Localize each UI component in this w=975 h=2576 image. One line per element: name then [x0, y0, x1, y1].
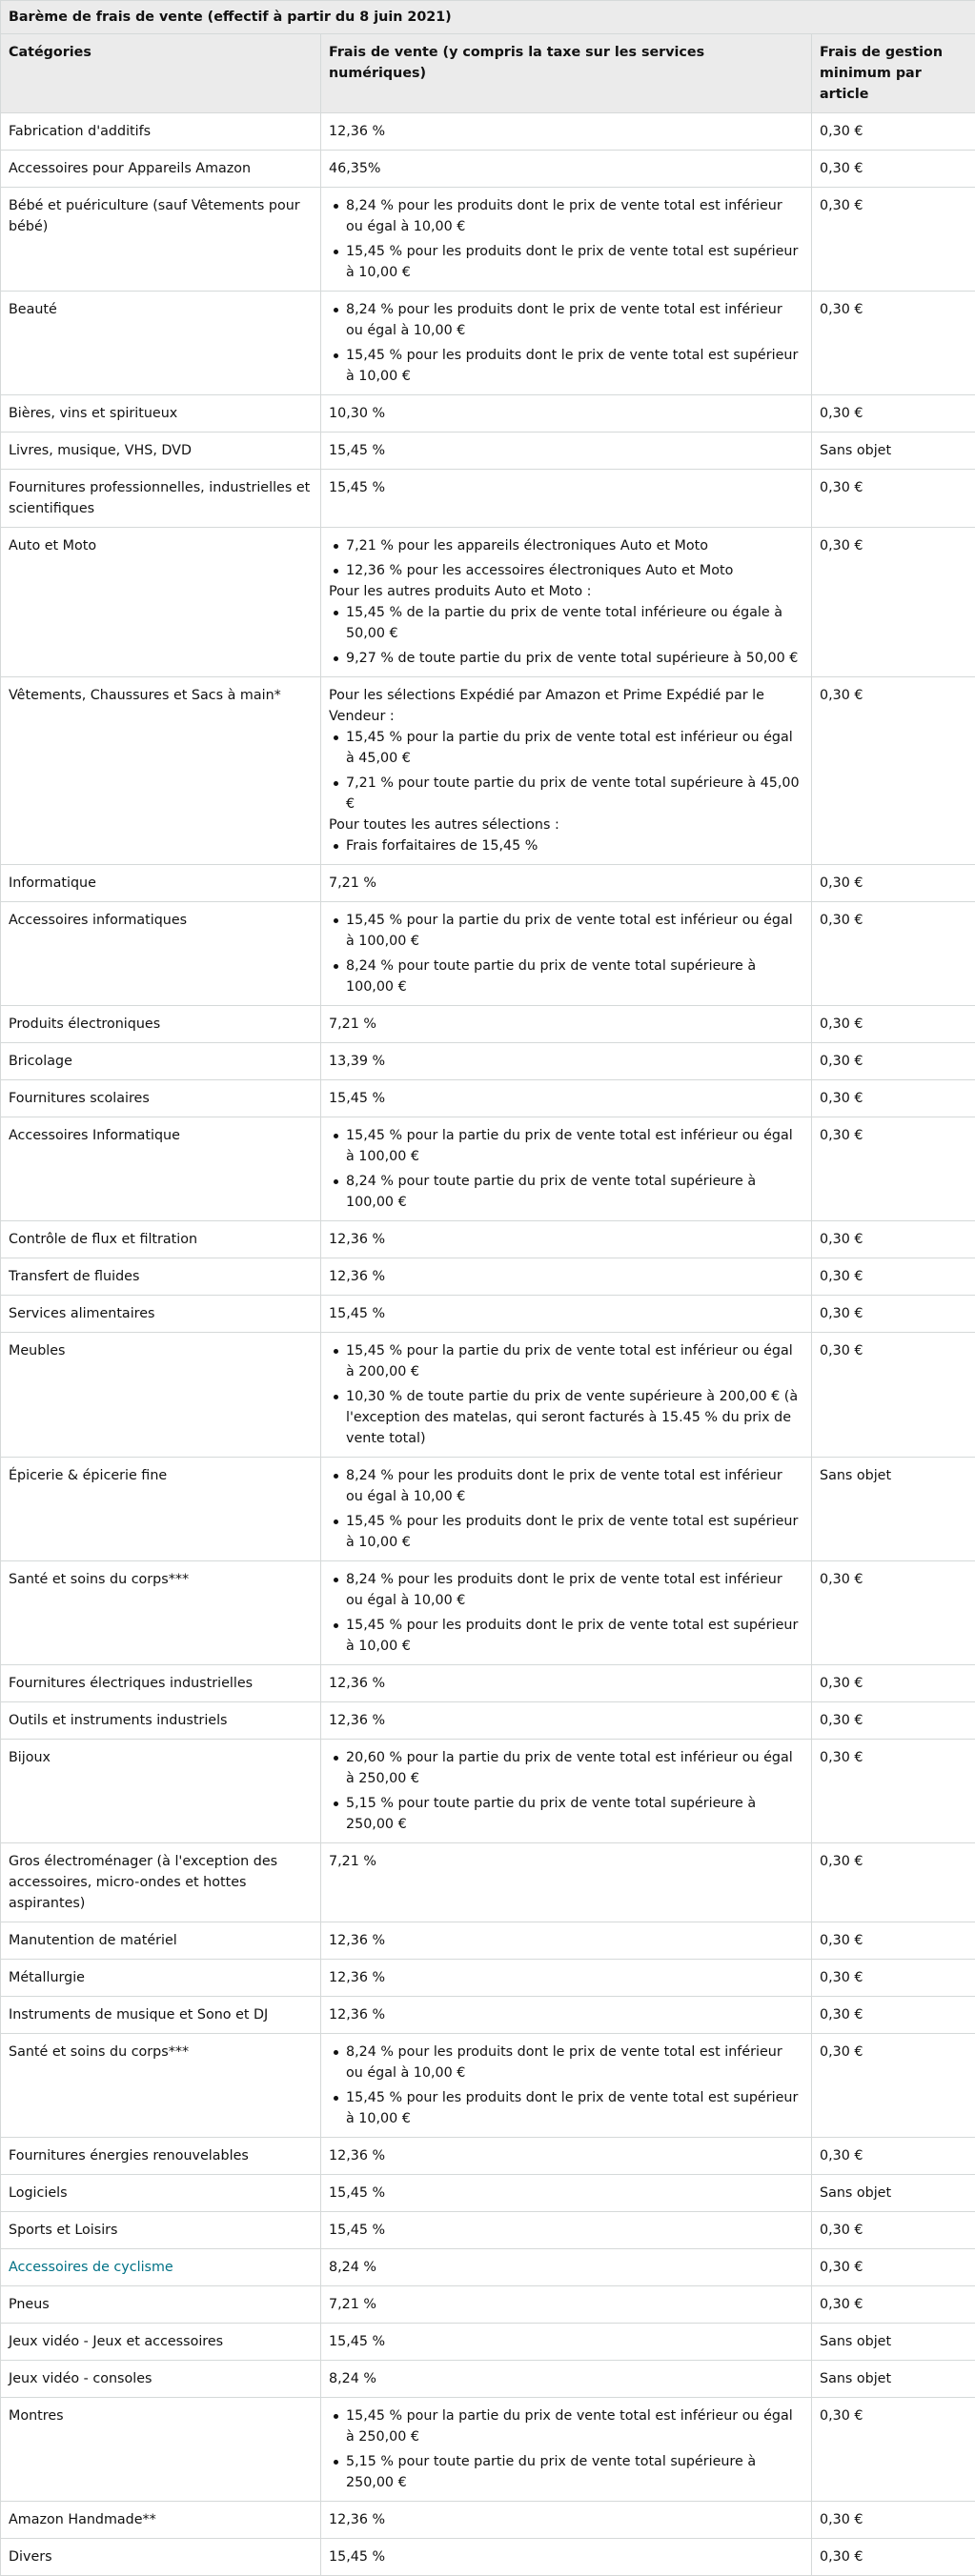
table-row	[1, 1117, 975, 1221]
fee-text: 12,36 %	[329, 2509, 803, 2530]
category-label: Jeux vidéo - consoles	[9, 2371, 152, 2386]
header-minimum-fee: Frais de gestion minimum par article	[812, 34, 975, 113]
table-row	[1, 2286, 975, 2324]
fee-list	[329, 910, 803, 997]
category-label: Épicerie & épicerie fine	[9, 1468, 167, 1483]
table-row	[1, 395, 975, 433]
table-row	[1, 2539, 975, 2576]
fee-list	[329, 299, 803, 387]
fee-text: 15,45 %	[329, 1088, 803, 1109]
category-cell	[1, 2138, 321, 2175]
fee-list-item: 5,15 % pour toute partie du prix de vente total supérieure à 250,00 €	[329, 2451, 803, 2493]
fee-cell	[321, 1960, 812, 1997]
fee-list-item: 7,21 % pour toute partie du prix de vente total supérieure à 45,00 €	[329, 773, 803, 815]
table-row	[1, 151, 975, 188]
category-cell	[1, 677, 321, 865]
minimum-fee-cell: 0,30 €	[812, 1702, 975, 1740]
fee-cell	[321, 2286, 812, 2324]
category-cell	[1, 2286, 321, 2324]
fee-cell	[321, 677, 812, 865]
category-label: Manutention de matériel	[9, 1933, 177, 1948]
table-row	[1, 188, 975, 292]
table-row	[1, 1006, 975, 1043]
fee-text: 12,36 %	[329, 1673, 803, 1694]
table-row	[1, 1221, 975, 1258]
table-row	[1, 1702, 975, 1740]
fee-list-item: 8,24 % pour les produits dont le prix de vente total est inférieur ou égal à 10,00 €	[329, 1569, 803, 1611]
minimum-fee-cell: 0,30 €	[812, 1080, 975, 1117]
minimum-fee-cell: 0,30 €	[812, 1296, 975, 1333]
fee-text: 12,36 %	[329, 1229, 803, 1250]
fee-list-item: 15,45 % pour la partie du prix de vente total est inférieur ou égal à 45,00 €	[329, 727, 803, 769]
category-label: Beauté	[9, 302, 57, 317]
minimum-fee-cell: 0,30 €	[812, 1740, 975, 1843]
category-label: Montres	[9, 2408, 64, 2424]
fee-cell	[321, 2212, 812, 2249]
fee-cell	[321, 2398, 812, 2502]
fee-list-item: 12,36 % pour les accessoires électroniques Auto et Moto	[329, 560, 803, 581]
category-label: Livres, musique, VHS, DVD	[9, 443, 192, 458]
fee-text: 12,36 %	[329, 2145, 803, 2166]
fee-text: 7,21 %	[329, 2294, 803, 2315]
fee-text: 10,30 %	[329, 403, 803, 424]
table-row	[1, 1296, 975, 1333]
table-row	[1, 2502, 975, 2539]
fee-cell	[321, 1561, 812, 1665]
category-cell	[1, 1740, 321, 1843]
fee-text: 8,24 %	[329, 2368, 803, 2389]
table-row	[1, 902, 975, 1006]
category-cell	[1, 1117, 321, 1221]
table-header-row	[1, 34, 975, 113]
category-cell	[1, 1843, 321, 1922]
fee-list-item: 9,27 % de toute partie du prix de vente total supérieure à 50,00 €	[329, 648, 803, 669]
category-cell	[1, 1922, 321, 1960]
minimum-fee-cell: 0,30 €	[812, 1043, 975, 1080]
fee-cell	[321, 470, 812, 528]
fee-list-item: 15,45 % pour la partie du prix de vente total est inférieur ou égal à 200,00 €	[329, 1340, 803, 1382]
category-label: Auto et Moto	[9, 538, 96, 553]
fee-list-item: Frais forfaitaires de 15,45 %	[329, 835, 803, 856]
category-cell	[1, 433, 321, 470]
fee-text: 15,45 %	[329, 1303, 803, 1324]
category-label: Sports et Loisirs	[9, 2223, 118, 2238]
table-row	[1, 865, 975, 902]
minimum-fee-cell: 0,30 €	[812, 1006, 975, 1043]
category-cell	[1, 1258, 321, 1296]
minimum-fee-cell: 0,30 €	[812, 1960, 975, 1997]
fee-list	[329, 1465, 803, 1553]
minimum-fee-cell: 0,30 €	[812, 902, 975, 1006]
category-cell	[1, 865, 321, 902]
category-cell	[1, 1006, 321, 1043]
fee-text: 7,21 %	[329, 1851, 803, 1872]
fee-list-item: 15,45 % pour les produits dont le prix de vente total est supérieur à 10,00 €	[329, 1615, 803, 1657]
table-row	[1, 1258, 975, 1296]
table-row	[1, 2212, 975, 2249]
minimum-fee-cell: 0,30 €	[812, 1561, 975, 1665]
category-label: Gros électroménager (à l'exception des accessoires, micro-ondes et hottes aspirantes)	[9, 1854, 277, 1911]
fee-list-item: 8,24 % pour les produits dont le prix de vente total est inférieur ou égal à 10,00 €	[329, 299, 803, 341]
category-cell	[1, 1080, 321, 1117]
fee-list-item: 15,45 % pour les produits dont le prix de vente total est supérieur à 10,00 €	[329, 241, 803, 283]
minimum-fee-cell: Sans objet	[812, 2324, 975, 2361]
category-cell	[1, 1702, 321, 1740]
table-row	[1, 1458, 975, 1561]
fee-cell	[321, 902, 812, 1006]
table-row	[1, 433, 975, 470]
table-row	[1, 1333, 975, 1458]
category-label: Bijoux	[9, 1750, 51, 1765]
fee-cell	[321, 2175, 812, 2212]
fee-cell	[321, 1296, 812, 1333]
minimum-fee-cell: 0,30 €	[812, 151, 975, 188]
category-label: Meubles	[9, 1343, 65, 1358]
table-row	[1, 1665, 975, 1702]
category-label: Transfert de fluides	[9, 1269, 139, 1284]
minimum-fee-cell: 0,30 €	[812, 1117, 975, 1221]
fee-text: 15,45 %	[329, 477, 803, 498]
category-label: Fournitures énergies renouvelables	[9, 2148, 249, 2163]
minimum-fee-cell: 0,30 €	[812, 1997, 975, 2034]
category-cell	[1, 1221, 321, 1258]
fee-list	[329, 2042, 803, 2129]
minimum-fee-cell: 0,30 €	[812, 2138, 975, 2175]
category-label: Divers	[9, 2549, 52, 2565]
fee-cell	[321, 1665, 812, 1702]
table-row	[1, 1843, 975, 1922]
fee-text: 12,36 %	[329, 1930, 803, 1951]
category-label: Santé et soins du corps***	[9, 1572, 189, 1587]
category-label: Fabrication d'additifs	[9, 124, 151, 139]
category-cell	[1, 2249, 321, 2286]
category-cell	[1, 1043, 321, 1080]
minimum-fee-cell: 0,30 €	[812, 292, 975, 395]
fee-cell	[321, 865, 812, 902]
fee-text: 12,36 %	[329, 2004, 803, 2025]
fee-text: 15,45 %	[329, 440, 803, 461]
table-row	[1, 2175, 975, 2212]
minimum-fee-cell: 0,30 €	[812, 2249, 975, 2286]
minimum-fee-cell: Sans objet	[812, 1458, 975, 1561]
category-cell	[1, 902, 321, 1006]
category-label: Accessoires informatiques	[9, 913, 187, 928]
category-label: Informatique	[9, 875, 96, 891]
fee-cell	[321, 1333, 812, 1458]
category-label: Santé et soins du corps***	[9, 2044, 189, 2060]
table-caption-row	[1, 1, 975, 34]
fee-list-item: 10,30 % de toute partie du prix de vente supérieure à 200,00 € (à l'exception des matelas, qui seront facturés à 15.45 % du prix de vente total)	[329, 1386, 803, 1449]
fee-text: 15,45 %	[329, 2183, 803, 2204]
minimum-fee-cell: 0,30 €	[812, 2286, 975, 2324]
minimum-fee-cell: Sans objet	[812, 2361, 975, 2398]
category-label: Bières, vins et spiritueux	[9, 406, 177, 421]
minimum-fee-cell: 0,30 €	[812, 2212, 975, 2249]
fee-list	[329, 535, 803, 581]
category-label: Fournitures électriques industrielles	[9, 1676, 253, 1691]
minimum-fee-cell: 0,30 €	[812, 2502, 975, 2539]
fee-text: 15,45 %	[329, 2220, 803, 2241]
fee-text: 12,36 %	[329, 1967, 803, 1988]
fee-text: 13,39 %	[329, 1051, 803, 1072]
category-cell	[1, 2175, 321, 2212]
fee-list-item: 15,45 % de la partie du prix de vente total inférieure ou égale à 50,00 €	[329, 602, 803, 644]
fee-list	[329, 727, 803, 815]
category-label: Accessoires pour Appareils Amazon	[9, 161, 251, 176]
category-cell	[1, 188, 321, 292]
fee-list-item: 15,45 % pour les produits dont le prix de vente total est supérieur à 10,00 €	[329, 2087, 803, 2129]
table-row	[1, 1960, 975, 1997]
fee-cell	[321, 1740, 812, 1843]
category-label: Bricolage	[9, 1054, 72, 1069]
category-label: Outils et instruments industriels	[9, 1713, 228, 1728]
table-row	[1, 470, 975, 528]
category-label: Pneus	[9, 2297, 50, 2312]
fee-list-item: 8,24 % pour les produits dont le prix de vente total est inférieur ou égal à 10,00 €	[329, 195, 803, 237]
fee-list-item: 15,45 % pour la partie du prix de vente total est inférieur ou égal à 100,00 €	[329, 910, 803, 952]
category-label: Fournitures scolaires	[9, 1091, 150, 1106]
category-label: Services alimentaires	[9, 1306, 154, 1321]
table-row	[1, 1043, 975, 1080]
fee-cell	[321, 2138, 812, 2175]
fee-cell	[321, 1043, 812, 1080]
minimum-fee-cell: 0,30 €	[812, 395, 975, 433]
table-row	[1, 2034, 975, 2138]
category-label: Bébé et puériculture (sauf Vêtements pour bébé)	[9, 198, 300, 234]
category-cell	[1, 1997, 321, 2034]
header-selling-fee: Frais de vente (y compris la taxe sur les services numériques)	[321, 34, 812, 113]
category-cell	[1, 1665, 321, 1702]
minimum-fee-cell: Sans objet	[812, 2175, 975, 2212]
category-cell	[1, 151, 321, 188]
category-cell	[1, 2034, 321, 2138]
fee-list-item: 15,45 % pour la partie du prix de vente total est inférieur ou égal à 250,00 €	[329, 2405, 803, 2447]
fee-list-item: 5,15 % pour toute partie du prix de vente total supérieure à 250,00 €	[329, 1793, 803, 1835]
table-row	[1, 1561, 975, 1665]
fee-cell	[321, 1117, 812, 1221]
fee-list	[329, 835, 803, 856]
category-label: Fournitures professionnelles, industrielles et scientifiques	[9, 480, 310, 516]
fee-cell	[321, 1997, 812, 2034]
minimum-fee-cell: 0,30 €	[812, 2539, 975, 2576]
fee-list-item: 7,21 % pour les appareils électroniques Auto et Moto	[329, 535, 803, 556]
category-cell	[1, 1333, 321, 1458]
fee-cell	[321, 2034, 812, 2138]
fee-cell	[321, 1258, 812, 1296]
category-cell	[1, 113, 321, 151]
fee-list	[329, 1569, 803, 1657]
fee-text: Pour toutes les autres sélections :	[329, 815, 803, 835]
table-row	[1, 292, 975, 395]
fee-cell	[321, 188, 812, 292]
table-row	[1, 1080, 975, 1117]
fee-cell	[321, 1843, 812, 1922]
category-cell	[1, 2361, 321, 2398]
fee-text: Pour les sélections Expédié par Amazon et Prime Expédié par le Vendeur :	[329, 685, 803, 727]
category-label: Contrôle de flux et filtration	[9, 1232, 197, 1247]
table-row	[1, 2249, 975, 2286]
fee-text: 7,21 %	[329, 1014, 803, 1035]
fee-list-item: 20,60 % pour la partie du prix de vente total est inférieur ou égal à 250,00 €	[329, 1747, 803, 1789]
fee-text: 46,35%	[329, 158, 803, 179]
category-cell	[1, 2502, 321, 2539]
fee-cell	[321, 2361, 812, 2398]
minimum-fee-cell: 0,30 €	[812, 1333, 975, 1458]
fee-cell	[321, 113, 812, 151]
fee-cell	[321, 151, 812, 188]
fee-cell	[321, 1458, 812, 1561]
fee-list-item: 15,45 % pour les produits dont le prix de vente total est supérieur à 10,00 €	[329, 345, 803, 387]
table-row	[1, 528, 975, 677]
category-label: Vêtements, Chaussures et Sacs à main*	[9, 688, 281, 703]
minimum-fee-cell: 0,30 €	[812, 865, 975, 902]
fee-text: 7,21 %	[329, 873, 803, 894]
fee-cell	[321, 1702, 812, 1740]
table-row	[1, 2138, 975, 2175]
table-body	[1, 113, 975, 2576]
fee-text: 12,36 %	[329, 1266, 803, 1287]
table-row	[1, 2324, 975, 2361]
minimum-fee-cell: 0,30 €	[812, 2398, 975, 2502]
table-row	[1, 2398, 975, 2502]
minimum-fee-cell: 0,30 €	[812, 188, 975, 292]
fee-cell	[321, 2324, 812, 2361]
minimum-fee-cell: 0,30 €	[812, 528, 975, 677]
table-row	[1, 677, 975, 865]
fee-list-item: 8,24 % pour toute partie du prix de vente total supérieure à 100,00 €	[329, 956, 803, 997]
fee-cell	[321, 395, 812, 433]
fee-list-item: 15,45 % pour la partie du prix de vente total est inférieur ou égal à 100,00 €	[329, 1125, 803, 1167]
minimum-fee-cell: 0,30 €	[812, 1843, 975, 1922]
minimum-fee-cell: Sans objet	[812, 433, 975, 470]
fee-text: 15,45 %	[329, 2331, 803, 2352]
minimum-fee-cell: 0,30 €	[812, 1922, 975, 1960]
fee-list	[329, 1747, 803, 1835]
category-label: Logiciels	[9, 2185, 68, 2201]
category-label: Jeux vidéo - Jeux et accessoires	[9, 2334, 223, 2349]
header-categories: Catégories	[1, 34, 321, 113]
fee-list	[329, 195, 803, 283]
minimum-fee-cell: 0,30 €	[812, 470, 975, 528]
category-label: Instruments de musique et Sono et DJ	[9, 2007, 268, 2023]
fee-list	[329, 1125, 803, 1213]
fee-list	[329, 2405, 803, 2493]
fee-list-item: 8,24 % pour toute partie du prix de vente total supérieure à 100,00 €	[329, 1171, 803, 1213]
table-row	[1, 1922, 975, 1960]
category-cell	[1, 1296, 321, 1333]
table-row	[1, 2361, 975, 2398]
category-cell	[1, 470, 321, 528]
fee-cell	[321, 528, 812, 677]
fee-text: Pour les autres produits Auto et Moto :	[329, 581, 803, 602]
minimum-fee-cell: 0,30 €	[812, 1221, 975, 1258]
fee-cell	[321, 2502, 812, 2539]
fee-list	[329, 1340, 803, 1449]
fee-cell	[321, 1922, 812, 1960]
category-cell	[1, 2398, 321, 2502]
minimum-fee-cell: 0,30 €	[812, 2034, 975, 2138]
minimum-fee-cell: 0,30 €	[812, 1665, 975, 1702]
fee-cell	[321, 1080, 812, 1117]
category-cell	[1, 2212, 321, 2249]
table-row	[1, 113, 975, 151]
fee-cell	[321, 2249, 812, 2286]
fee-text: 12,36 %	[329, 1710, 803, 1731]
category-label: Métallurgie	[9, 1970, 85, 1985]
category-cell	[1, 292, 321, 395]
category-cell	[1, 1960, 321, 1997]
fee-text: 15,45 %	[329, 2546, 803, 2567]
table-row	[1, 1740, 975, 1843]
minimum-fee-cell: 0,30 €	[812, 677, 975, 865]
fee-list-item: 15,45 % pour les produits dont le prix de vente total est supérieur à 10,00 €	[329, 1511, 803, 1553]
category-cell	[1, 395, 321, 433]
fee-list-item: 8,24 % pour les produits dont le prix de vente total est inférieur ou égal à 10,00 €	[329, 2042, 803, 2083]
minimum-fee-cell: 0,30 €	[812, 113, 975, 151]
category-label: Accessoires Informatique	[9, 1128, 180, 1143]
minimum-fee-cell: 0,30 €	[812, 1258, 975, 1296]
fee-list-item: 8,24 % pour les produits dont le prix de vente total est inférieur ou égal à 10,00 €	[329, 1465, 803, 1507]
category-link[interactable]: Accessoires de cyclisme	[9, 2260, 173, 2275]
table-caption: Barème de frais de vente (effectif à partir du 8 juin 2021)	[1, 1, 975, 34]
category-cell	[1, 528, 321, 677]
category-cell	[1, 1458, 321, 1561]
fee-text: 8,24 %	[329, 2257, 803, 2278]
fee-cell	[321, 292, 812, 395]
category-label: Produits électroniques	[9, 1016, 160, 1032]
category-cell	[1, 2539, 321, 2576]
fee-text: 12,36 %	[329, 121, 803, 142]
fee-cell	[321, 2539, 812, 2576]
fee-cell	[321, 433, 812, 470]
category-label: Amazon Handmade**	[9, 2512, 156, 2527]
fee-cell	[321, 1221, 812, 1258]
category-cell	[1, 1561, 321, 1665]
table-row	[1, 1997, 975, 2034]
fee-cell	[321, 1006, 812, 1043]
category-cell	[1, 2324, 321, 2361]
fee-list	[329, 602, 803, 669]
